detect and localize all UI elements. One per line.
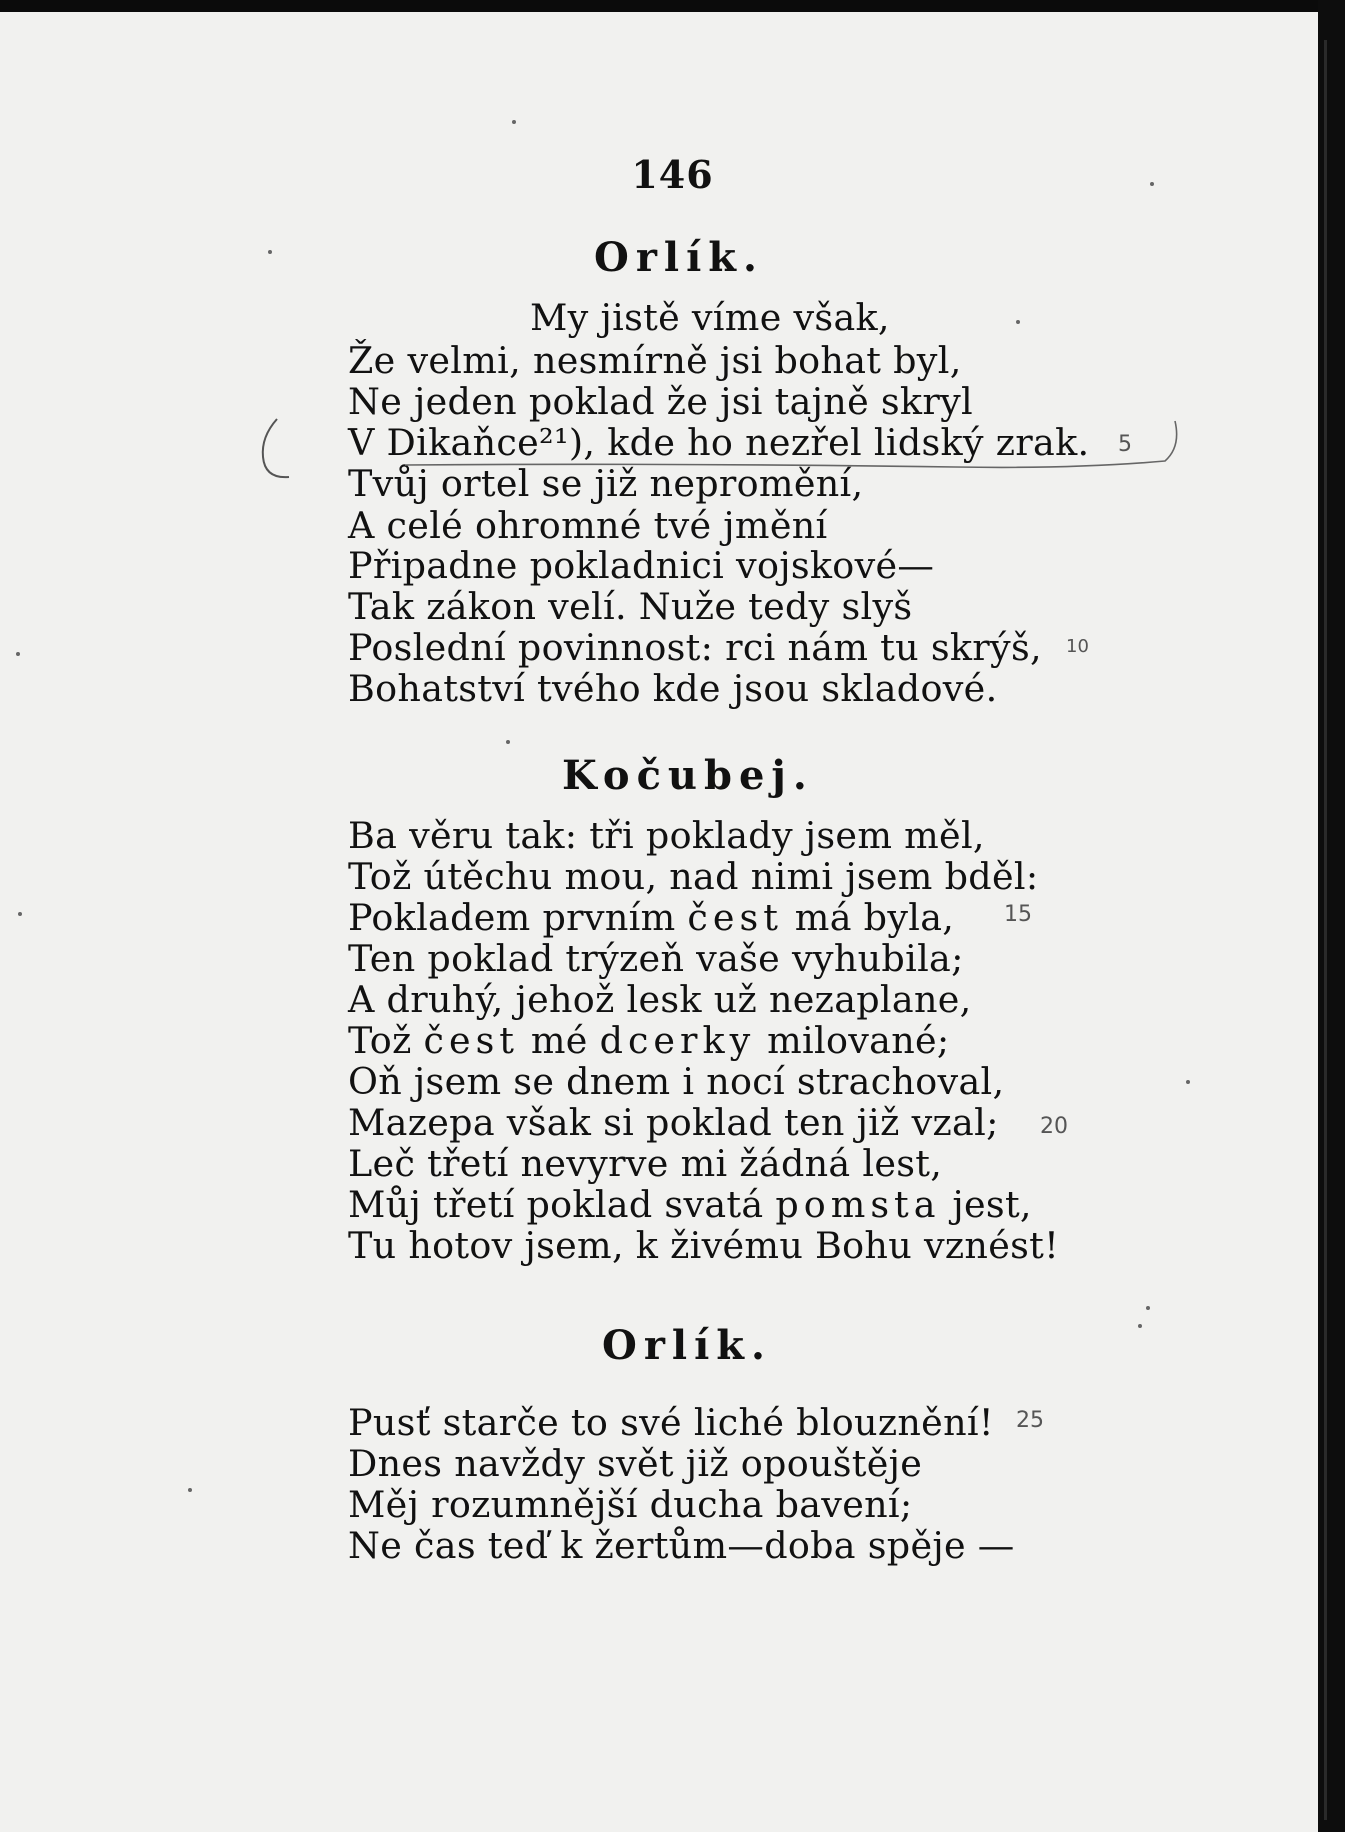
verse-text: Tož [348, 1019, 424, 1062]
scan-speck [1016, 320, 1020, 324]
verse-line: Poslední povinnost: rci nám tu skrýš, [348, 626, 1042, 669]
scan-speck [1186, 1080, 1190, 1084]
verse-text: mé [518, 1019, 600, 1062]
emphasized-word: dcerky [599, 1019, 756, 1062]
margin-line-number: 5 [1118, 432, 1132, 457]
verse-line: Mazepa však si poklad ten již vzal; [348, 1101, 999, 1144]
verse-text: jest, [940, 1183, 1032, 1226]
scan-speck [188, 1488, 192, 1492]
verse-line: Oň jsem se dnem i nocí strachoval, [348, 1060, 1005, 1103]
verse-line: V Dikaňce²¹), kde ho nezřel lidský zrak. [348, 421, 1090, 464]
verse-line: Pusť starče to své liché blouznění! [348, 1401, 994, 1444]
verse-line: Tvůj ortel se již nepromění, [348, 462, 864, 505]
scan-speck [1150, 182, 1154, 186]
emphasized-word: čest [687, 896, 783, 939]
verse-line: Připadne pokladnici vojskové— [348, 544, 935, 587]
speaker-name: Orlík. [594, 234, 764, 281]
verse-line: Ten poklad trýzeň vaše vyhubila; [348, 937, 964, 980]
scan-speck [268, 250, 272, 254]
verse-line: Měj rozumnější ducha bavení; [348, 1483, 913, 1526]
verse-line [348, 896, 955, 939]
margin-line-number: 15 [1004, 902, 1032, 927]
margin-line-number: 20 [1040, 1114, 1068, 1139]
verse-text: milované; [755, 1019, 950, 1062]
verse-text: Můj třetí poklad svatá [348, 1183, 776, 1226]
verse-line: Tu hotov jsem, k živému Bohu vznést! [348, 1224, 1060, 1267]
verse-line: Že velmi, nesmírně jsi bohat byl, [348, 339, 962, 382]
book-page [0, 12, 1318, 1832]
scan-speck [16, 652, 20, 656]
verse-line: My jistě víme však, [530, 296, 890, 339]
page-number: 146 [631, 152, 714, 197]
verse-line: Tak zákon velí. Nuže tedy slyš [348, 585, 913, 628]
verse-line: Ne jeden poklad že jsi tajně skryl [348, 380, 973, 423]
verse-text: má byla, [782, 896, 955, 939]
scan-speck [18, 912, 22, 916]
verse-line: Dnes navždy svět již opouštěje [348, 1442, 923, 1485]
scan-speck [512, 120, 516, 124]
verse-line [348, 1019, 950, 1062]
scan-edge [1318, 0, 1345, 1832]
scan-speck [1138, 1324, 1142, 1328]
margin-line-number: 10 [1066, 636, 1089, 657]
margin-line-number: 25 [1016, 1408, 1044, 1433]
verse-line: Ne čas teď k žertům—doba spěje — [348, 1524, 1015, 1567]
pencil-bracket-mark [255, 417, 1185, 492]
verse-text: Pokladem prvním [348, 896, 688, 939]
scan-speck [506, 740, 510, 744]
speaker-name: Orlík. [602, 1322, 772, 1369]
verse-line: A druhý, jehož lesk už nezaplane, [348, 978, 972, 1021]
scan-speck [1146, 1306, 1150, 1310]
speaker-name: Kočubej. [562, 752, 814, 799]
verse-line [348, 1183, 1032, 1226]
verse-line: Leč třetí nevyrve mi žádná lest, [348, 1142, 943, 1185]
emphasized-word: pomsta [775, 1183, 941, 1226]
verse-line: Ba věru tak: tři poklady jsem měl, [348, 814, 985, 857]
verse-line: Bohatství tvého kde jsou skladové. [348, 667, 998, 710]
verse-line: Tož útěchu mou, nad nimi jsem bděl: [348, 855, 1039, 898]
verse-line: A celé ohromné tvé jmění [348, 504, 828, 547]
emphasized-word: čest [423, 1019, 519, 1062]
